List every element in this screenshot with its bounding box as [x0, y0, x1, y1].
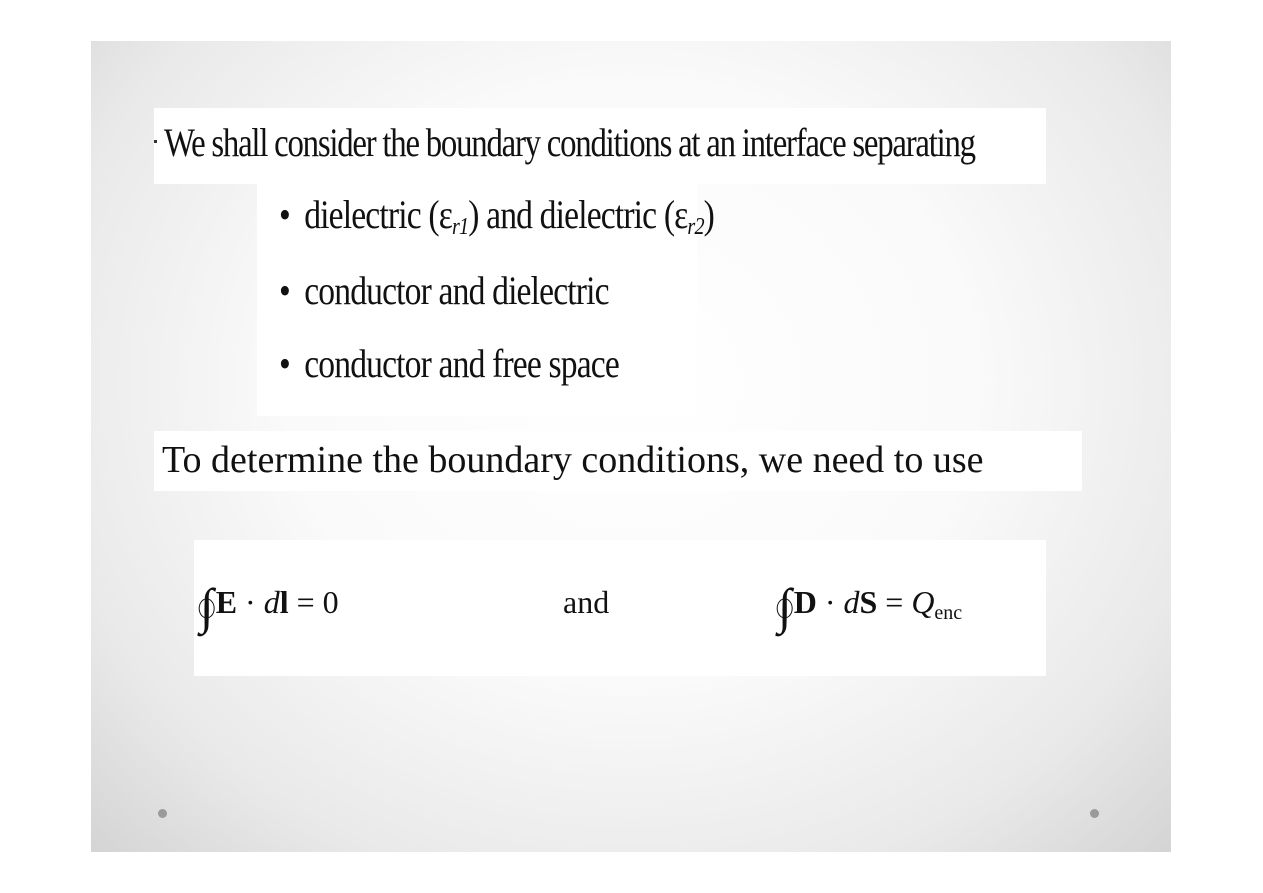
equations-box — [194, 540, 1046, 676]
intro-box — [154, 431, 1082, 491]
title-box — [154, 108, 1046, 184]
equation-gauss-law: ∫ D · dS = $Q_{enc}$ — [778, 578, 963, 634]
decorative-dot-right — [1090, 809, 1099, 818]
list-item: • conductor and free space — [279, 339, 619, 389]
closed-integral-icon: ∫ — [200, 578, 214, 634]
bullet-glyph: • — [279, 192, 290, 237]
title-text: We shall consider the boundary conditions at an interface separating — [164, 120, 975, 165]
list-item: • dielectric $(\varepsilon_{r1})$ and dielectric $(\varepsilon_{r2})$ — [279, 192, 715, 240]
bullet-glyph: • — [279, 341, 290, 386]
bullet-glyph: • — [279, 268, 290, 313]
closed-integral-icon: ∫ — [778, 578, 792, 634]
intro-text: To determine the boundary conditions, we need to use — [162, 439, 984, 481]
bullet-list — [257, 184, 715, 416]
equation-electric-field: ∫ E · dl = 0 — [200, 578, 339, 634]
stray-dot — [154, 140, 157, 143]
list-item: • conductor and dielectric — [279, 266, 609, 316]
equation-connector: and — [563, 584, 610, 620]
slide — [91, 41, 1171, 852]
decorative-dot-left — [158, 809, 167, 818]
